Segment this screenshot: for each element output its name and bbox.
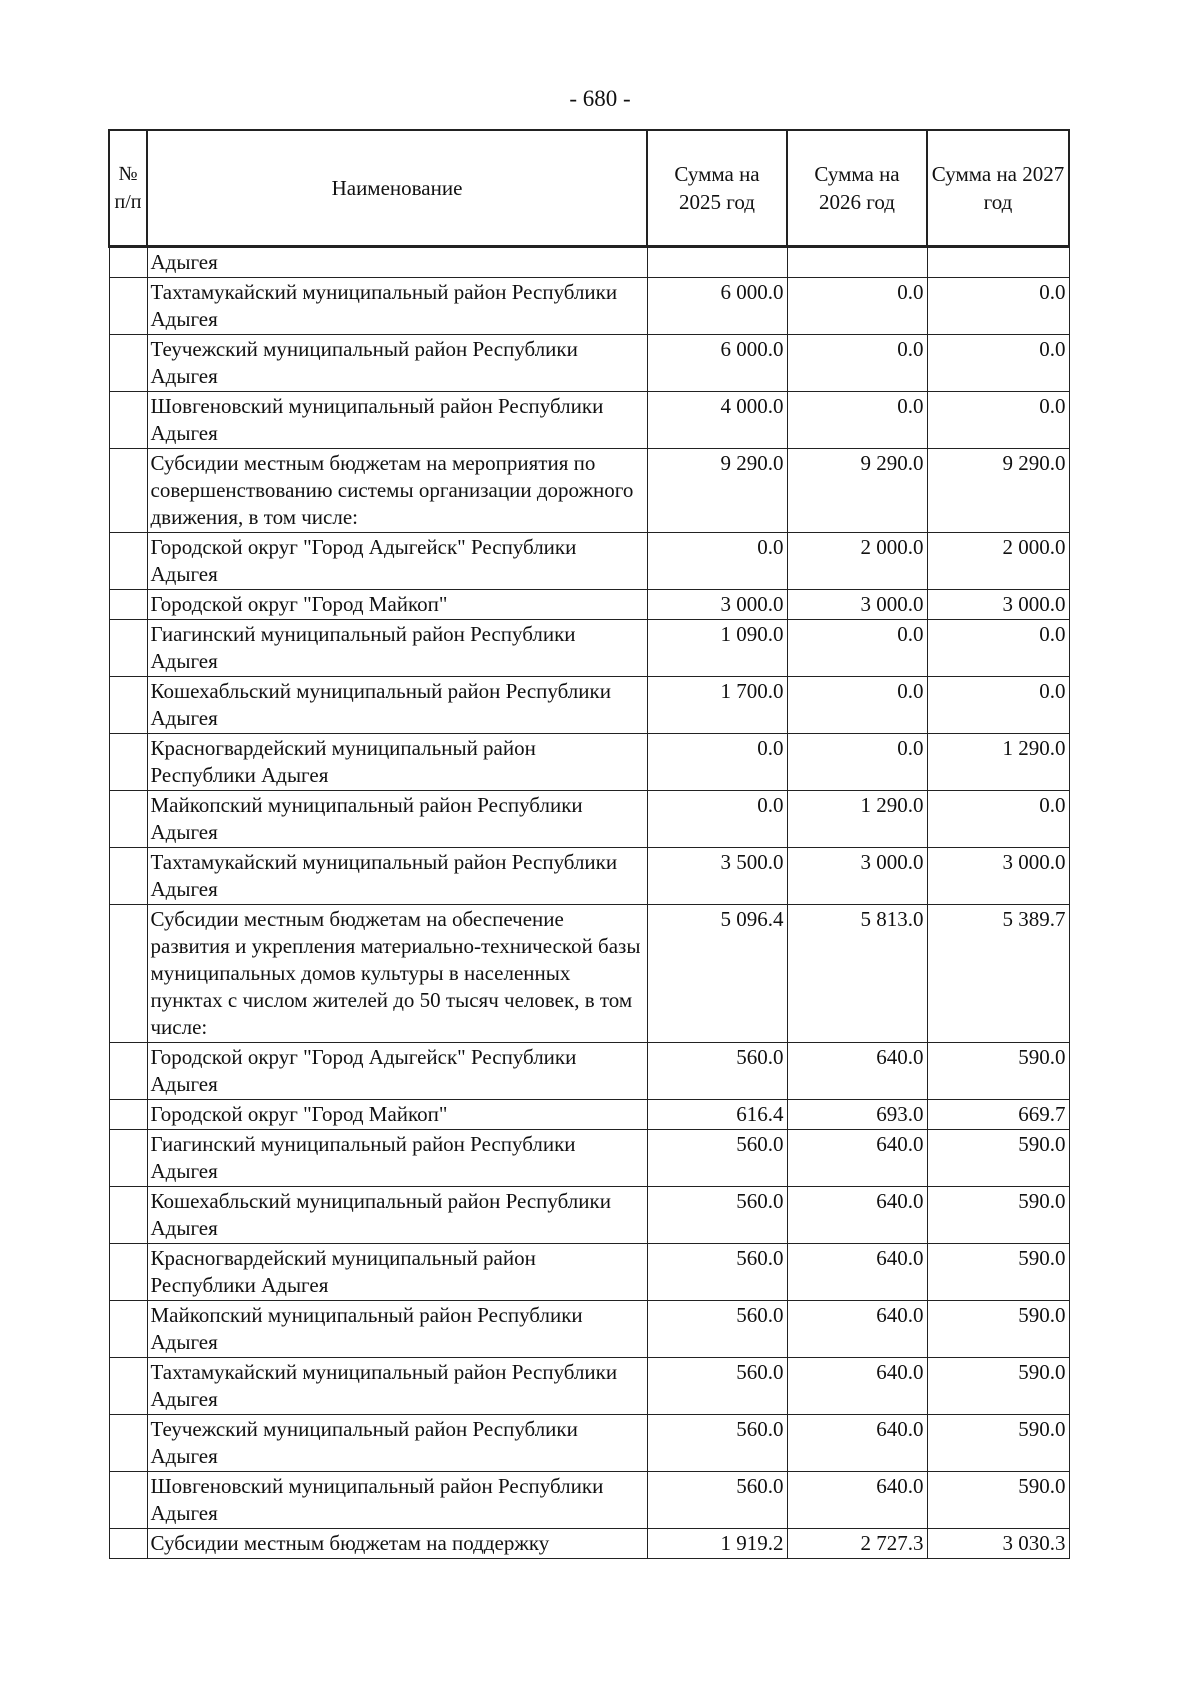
- header-2027: Сумма на 2027 год: [927, 130, 1069, 247]
- page-number: - 680 -: [569, 86, 631, 111]
- row-2027-cell: 590.0: [927, 1472, 1069, 1529]
- row-index-cell: [109, 247, 147, 278]
- row-name-cell: Гиагинский муниципальный район Республики Адыгея: [147, 620, 647, 677]
- table-row: [109, 1130, 1069, 1187]
- row-name-cell: Кошехабльский муниципальный район Республики Адыгея: [147, 1187, 647, 1244]
- row-index-cell: [109, 590, 147, 620]
- budget-table: [108, 129, 1070, 1559]
- row-index-cell: [109, 1187, 147, 1244]
- row-2025-cell: 0.0: [647, 734, 787, 791]
- table-header-row: [109, 130, 1069, 247]
- row-2026-cell: 640.0: [787, 1358, 927, 1415]
- row-name-cell: Адыгея: [147, 247, 647, 278]
- row-2026-cell: 3 000.0: [787, 848, 927, 905]
- row-name-cell: Теучежский муниципальный район Республики Адыгея: [147, 1415, 647, 1472]
- header-name: Наименование: [147, 130, 647, 247]
- row-2027-cell: [927, 247, 1069, 278]
- row-2026-cell: [787, 247, 927, 278]
- row-2025-cell: 1 090.0: [647, 620, 787, 677]
- row-2026-cell: 693.0: [787, 1100, 927, 1130]
- table-row: [109, 1301, 1069, 1358]
- row-2026-cell: 640.0: [787, 1043, 927, 1100]
- table-row: [109, 1100, 1069, 1130]
- row-2026-cell: 640.0: [787, 1130, 927, 1187]
- table-row: [109, 905, 1069, 1043]
- row-index-cell: [109, 278, 147, 335]
- row-name-cell: Субсидии местным бюджетам на поддержку: [147, 1529, 647, 1559]
- table-row: [109, 1415, 1069, 1472]
- table-row: [109, 791, 1069, 848]
- row-name-cell: Красногвардейский муниципальный район Республики Адыгея: [147, 734, 647, 791]
- row-index-cell: [109, 734, 147, 791]
- row-2026-cell: 640.0: [787, 1244, 927, 1301]
- table-row: [109, 1187, 1069, 1244]
- row-index-cell: [109, 905, 147, 1043]
- table-row: [109, 1472, 1069, 1529]
- row-2025-cell: 560.0: [647, 1043, 787, 1100]
- row-2025-cell: 560.0: [647, 1472, 787, 1529]
- row-2026-cell: 640.0: [787, 1415, 927, 1472]
- row-2027-cell: 590.0: [927, 1301, 1069, 1358]
- table-row: [109, 1043, 1069, 1100]
- row-2025-cell: 6 000.0: [647, 278, 787, 335]
- row-name-cell: Городской округ "Город Адыгейск" Республики Адыгея: [147, 533, 647, 590]
- row-index-cell: [109, 1415, 147, 1472]
- row-index-cell: [109, 1244, 147, 1301]
- table-row: [109, 1358, 1069, 1415]
- row-2025-cell: 560.0: [647, 1415, 787, 1472]
- row-name-cell: Тахтамукайский муниципальный район Республики Адыгея: [147, 278, 647, 335]
- row-name-cell: Субсидии местным бюджетам на обеспечение развития и укрепления материально-технической базы муниципальных домов культуры в населенных пунктах с числом жителей до 50 тысяч человек, в том числе:: [147, 905, 647, 1043]
- row-2027-cell: 0.0: [927, 677, 1069, 734]
- row-2026-cell: 0.0: [787, 734, 927, 791]
- row-2025-cell: 616.4: [647, 1100, 787, 1130]
- table-row: [109, 278, 1069, 335]
- row-2027-cell: 3 030.3: [927, 1529, 1069, 1559]
- row-index-cell: [109, 1043, 147, 1100]
- row-2026-cell: 640.0: [787, 1301, 927, 1358]
- row-2025-cell: 9 290.0: [647, 449, 787, 533]
- row-2027-cell: 5 389.7: [927, 905, 1069, 1043]
- row-name-cell: Городской округ "Город Майкоп": [147, 590, 647, 620]
- row-2025-cell: 5 096.4: [647, 905, 787, 1043]
- row-2027-cell: 590.0: [927, 1358, 1069, 1415]
- row-name-cell: Субсидии местным бюджетам на мероприятия по совершенствованию системы организации дорожного движения, в том числе:: [147, 449, 647, 533]
- row-2026-cell: 9 290.0: [787, 449, 927, 533]
- row-2026-cell: 1 290.0: [787, 791, 927, 848]
- row-2026-cell: 640.0: [787, 1187, 927, 1244]
- row-2025-cell: [647, 247, 787, 278]
- row-2027-cell: 2 000.0: [927, 533, 1069, 590]
- row-index-cell: [109, 1130, 147, 1187]
- table-row: [109, 590, 1069, 620]
- row-index-cell: [109, 620, 147, 677]
- row-name-cell: Городской округ "Город Адыгейск" Республики Адыгея: [147, 1043, 647, 1100]
- row-2027-cell: 0.0: [927, 278, 1069, 335]
- row-index-cell: [109, 677, 147, 734]
- header-2025: Сумма на 2025 год: [647, 130, 787, 247]
- row-2026-cell: 0.0: [787, 620, 927, 677]
- row-2027-cell: 590.0: [927, 1415, 1069, 1472]
- row-index-cell: [109, 1472, 147, 1529]
- row-index-cell: [109, 848, 147, 905]
- row-name-cell: Майкопский муниципальный район Республики Адыгея: [147, 1301, 647, 1358]
- row-index-cell: [109, 335, 147, 392]
- row-2025-cell: 6 000.0: [647, 335, 787, 392]
- row-index-cell: [109, 392, 147, 449]
- row-2025-cell: 1 700.0: [647, 677, 787, 734]
- row-2027-cell: 590.0: [927, 1043, 1069, 1100]
- table-row: [109, 335, 1069, 392]
- row-2025-cell: 0.0: [647, 791, 787, 848]
- table-row: [109, 1529, 1069, 1559]
- table-row: [109, 677, 1069, 734]
- row-index-cell: [109, 533, 147, 590]
- table-body: [109, 247, 1069, 1559]
- row-name-cell: Гиагинский муниципальный район Республики Адыгея: [147, 1130, 647, 1187]
- table-row: [109, 848, 1069, 905]
- row-2027-cell: 9 290.0: [927, 449, 1069, 533]
- row-2027-cell: 590.0: [927, 1130, 1069, 1187]
- row-2027-cell: 0.0: [927, 335, 1069, 392]
- row-name-cell: Теучежский муниципальный район Республики Адыгея: [147, 335, 647, 392]
- table-row: [109, 247, 1069, 278]
- row-name-cell: Кошехабльский муниципальный район Республики Адыгея: [147, 677, 647, 734]
- row-2025-cell: 1 919.2: [647, 1529, 787, 1559]
- row-2026-cell: 0.0: [787, 335, 927, 392]
- row-index-cell: [109, 1100, 147, 1130]
- row-name-cell: Майкопский муниципальный район Республики Адыгея: [147, 791, 647, 848]
- row-name-cell: Тахтамукайский муниципальный район Республики Адыгея: [147, 848, 647, 905]
- table-row: [109, 1244, 1069, 1301]
- row-2025-cell: 3 500.0: [647, 848, 787, 905]
- row-2026-cell: 0.0: [787, 278, 927, 335]
- row-index-cell: [109, 1529, 147, 1559]
- row-2027-cell: 0.0: [927, 392, 1069, 449]
- table-row: [109, 449, 1069, 533]
- row-2025-cell: 3 000.0: [647, 590, 787, 620]
- row-index-cell: [109, 1301, 147, 1358]
- row-2025-cell: 560.0: [647, 1358, 787, 1415]
- row-index-cell: [109, 1358, 147, 1415]
- row-2026-cell: 5 813.0: [787, 905, 927, 1043]
- row-2025-cell: 0.0: [647, 533, 787, 590]
- row-2025-cell: 560.0: [647, 1130, 787, 1187]
- row-2026-cell: 0.0: [787, 392, 927, 449]
- table-row: [109, 734, 1069, 791]
- row-name-cell: Красногвардейский муниципальный район Республики Адыгея: [147, 1244, 647, 1301]
- row-index-cell: [109, 791, 147, 848]
- row-name-cell: Тахтамукайский муниципальный район Республики Адыгея: [147, 1358, 647, 1415]
- row-2027-cell: 590.0: [927, 1244, 1069, 1301]
- table-row: [109, 620, 1069, 677]
- header-index: № п/п: [109, 130, 147, 247]
- row-name-cell: Шовгеновский муниципальный район Республики Адыгея: [147, 1472, 647, 1529]
- row-2027-cell: 590.0: [927, 1187, 1069, 1244]
- row-2027-cell: 0.0: [927, 791, 1069, 848]
- row-2026-cell: 0.0: [787, 677, 927, 734]
- row-2025-cell: 560.0: [647, 1301, 787, 1358]
- row-name-cell: Шовгеновский муниципальный район Республики Адыгея: [147, 392, 647, 449]
- row-name-cell: Городской округ "Город Майкоп": [147, 1100, 647, 1130]
- row-2025-cell: 560.0: [647, 1244, 787, 1301]
- row-2026-cell: 2 727.3: [787, 1529, 927, 1559]
- table-row: [109, 533, 1069, 590]
- row-2026-cell: 2 000.0: [787, 533, 927, 590]
- row-2025-cell: 4 000.0: [647, 392, 787, 449]
- row-2027-cell: 669.7: [927, 1100, 1069, 1130]
- row-2027-cell: 1 290.0: [927, 734, 1069, 791]
- row-2025-cell: 560.0: [647, 1187, 787, 1244]
- row-2026-cell: 3 000.0: [787, 590, 927, 620]
- header-2026: Сумма на 2026 год: [787, 130, 927, 247]
- row-index-cell: [109, 449, 147, 533]
- row-2027-cell: 0.0: [927, 620, 1069, 677]
- row-2026-cell: 640.0: [787, 1472, 927, 1529]
- row-2027-cell: 3 000.0: [927, 590, 1069, 620]
- row-2027-cell: 3 000.0: [927, 848, 1069, 905]
- table-row: [109, 392, 1069, 449]
